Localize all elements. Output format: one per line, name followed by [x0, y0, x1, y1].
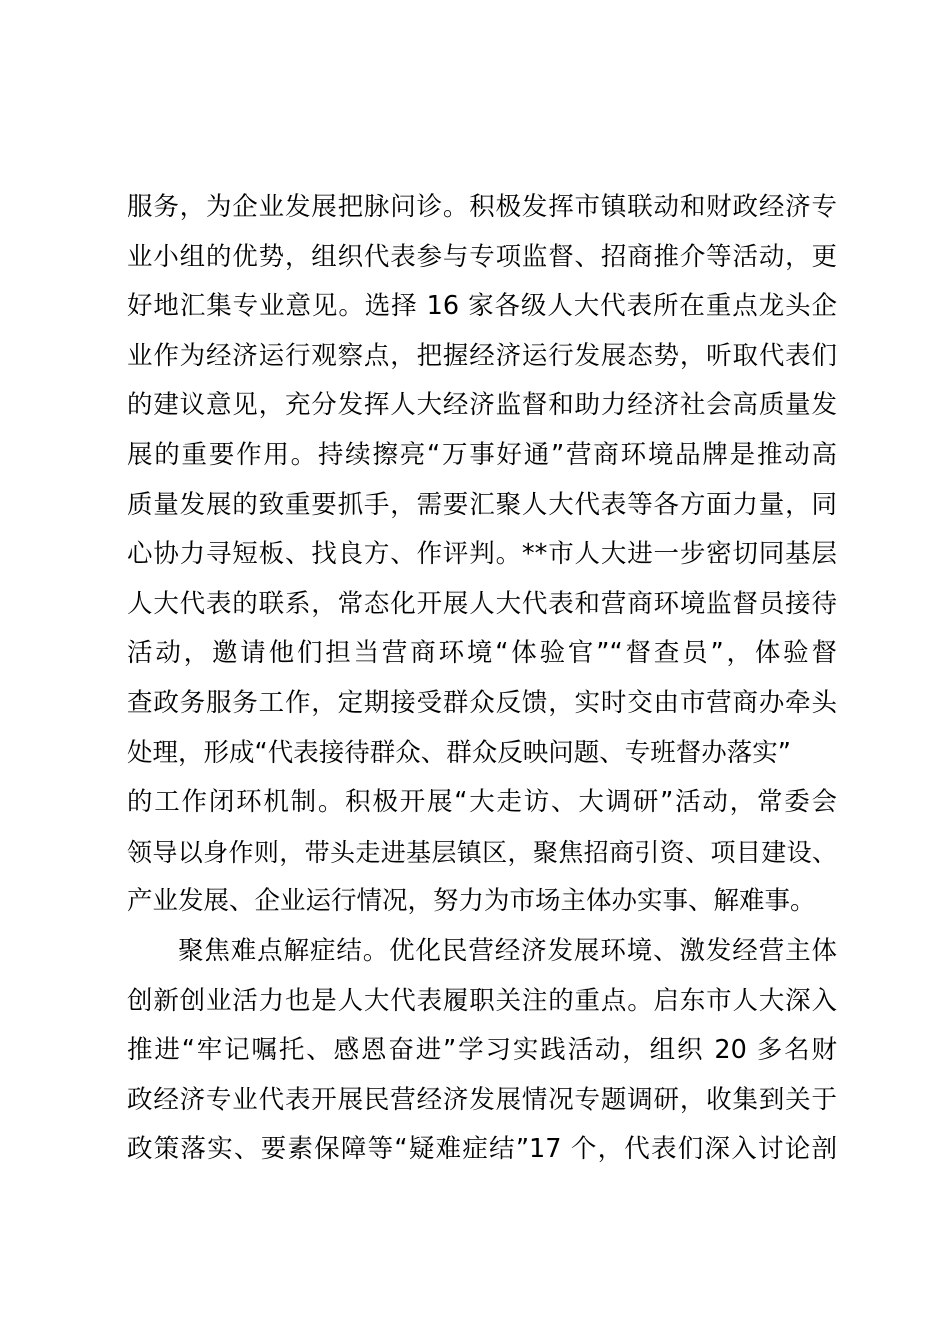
text-line: 产业发展、企业运行情况，努力为市场主体办实事、解难事。: [127, 886, 816, 917]
text-line: 创新创业活力也是人大代表履职关注的重点。启东市人大深入: [127, 985, 837, 1016]
text-line: 聚焦难点解症结。优化民营经济发展环境、激发经营主体: [178, 935, 837, 966]
text-line: 政策落实、要素保障等“疑难症结”17 个，代表们深入讨论剖: [127, 1134, 837, 1165]
text-line: 查政务服务工作，定期接受群众反馈，实时交由市营商办牵头: [127, 687, 837, 718]
text-line: 心协力寻短板、找良方、作评判。**市人大进一步密切同基层: [127, 539, 837, 570]
text-line: 好地汇集专业意见。选择 16 家各级人大代表所在重点龙头企: [127, 291, 837, 322]
text-line: 展的重要作用。持续擦亮“万事好通”营商环境品牌是推动高: [127, 439, 837, 470]
text-line: 的建议意见，充分发挥人大经济监督和助力经济社会高质量发: [127, 390, 837, 421]
text-line: 领导以身作则，带头走进基层镇区，聚焦招商引资、项目建设、: [127, 837, 837, 867]
text-line: 质量发展的致重要抓手，需要汇聚人大代表等各方面力量，同: [127, 489, 837, 520]
text-line: 政经济专业代表开展民营经济发展情况专题调研，收集到关于: [127, 1084, 837, 1115]
paragraph-2: [127, 927, 837, 1175]
text-line: 活动，邀请他们担当营商环境“体验官”“督查员”，体验督: [127, 638, 837, 669]
text-line: 业小组的优势，组织代表参与专项监督、招商推介等活动，更: [127, 241, 837, 272]
text-line: 业作为经济运行观察点，把握经济运行发展态势，听取代表们: [127, 340, 837, 371]
text-line: 人大代表的联系，常态化开展人大代表和营商环境监督员接待: [127, 588, 837, 619]
text-line: 推进“牢记嘱托、感恩奋进”学习实践活动，组织 20 多名财: [127, 1035, 837, 1066]
text-line: 的工作闭环机制。积极开展“大走访、大调研”活动，常委会: [127, 787, 837, 818]
text-line: 服务，为企业发展把脉问诊。积极发挥市镇联动和财政经济专: [127, 192, 837, 222]
paragraph-1: [127, 183, 837, 927]
body-text: [127, 183, 837, 1175]
text-line: 处理，形成“代表接待群众、群众反映问题、专班督办落实”: [127, 737, 791, 768]
